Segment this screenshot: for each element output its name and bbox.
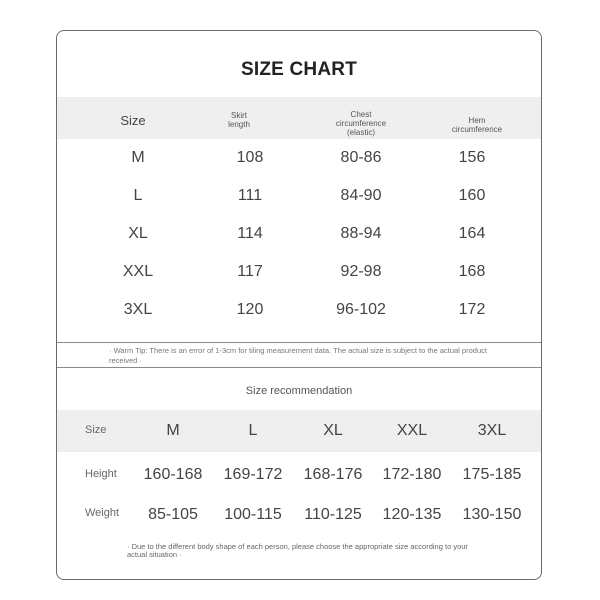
header-hem-circumference: Hem circumference: [451, 116, 503, 134]
row-chest: 80-86: [340, 149, 382, 166]
rec-size: 3XL: [477, 422, 507, 439]
row-hem: 168: [458, 263, 486, 280]
weight-value: 130-150: [462, 506, 522, 523]
row-skirt-length: 111: [237, 187, 263, 204]
row-hem: 160: [458, 187, 486, 204]
header-skirt-length: Skirt length: [228, 111, 250, 129]
row-hem: 164: [458, 225, 486, 242]
header-chest-circumference: Chest circumference (elastic): [335, 110, 387, 137]
warm-tip: · Warm Tip: There is an error of 1-3cm for tiling measurement data. The actual size is subject to the actual product received ·: [109, 346, 487, 365]
recommendation-header: [57, 410, 541, 452]
row-skirt-length: 114: [237, 225, 263, 242]
row-hem: 172: [458, 301, 486, 318]
height-value: 172-180: [382, 466, 442, 483]
height-value: 169-172: [223, 466, 283, 483]
row-size: L: [133, 187, 143, 204]
weight-value: 120-135: [382, 506, 442, 523]
height-value: 160-168: [143, 466, 203, 483]
divider: [57, 367, 541, 368]
row-skirt-length: 120: [236, 301, 264, 318]
row-chest: 92-98: [340, 263, 382, 280]
row-chest: 88-94: [340, 225, 382, 242]
header-size: Size: [120, 113, 146, 128]
weight-value: 110-125: [304, 506, 362, 523]
row-chest: 84-90: [340, 187, 382, 204]
row-size: 3XL: [123, 301, 153, 318]
footnote: · Due to the different body shape of each person, please choose the appropriate size according to your actual situation ·: [127, 542, 468, 559]
recommendation-title: Size recommendation: [245, 385, 353, 397]
weight-label: Weight: [85, 507, 120, 519]
rec-size-label: Size: [85, 424, 107, 436]
height-value: 175-185: [462, 466, 522, 483]
row-chest: 96-102: [336, 301, 386, 318]
rec-size: XL: [323, 422, 343, 439]
rec-size: M: [166, 422, 180, 439]
weight-value: 85-105: [148, 506, 198, 523]
row-hem: 156: [458, 149, 486, 166]
rec-size: XXL: [396, 422, 428, 439]
page-title: SIZE CHART: [241, 59, 357, 80]
size-chart-card: [56, 30, 542, 580]
row-skirt-length: 108: [236, 149, 264, 166]
weight-value: 100-115: [224, 506, 282, 523]
rec-size: L: [248, 422, 258, 439]
divider: [57, 342, 541, 343]
height-value: 168-176: [303, 466, 363, 483]
row-size: XL: [128, 225, 148, 242]
row-skirt-length: 117: [237, 263, 263, 280]
row-size: XXL: [122, 263, 154, 280]
row-size: M: [131, 149, 145, 166]
height-label: Height: [85, 468, 117, 480]
